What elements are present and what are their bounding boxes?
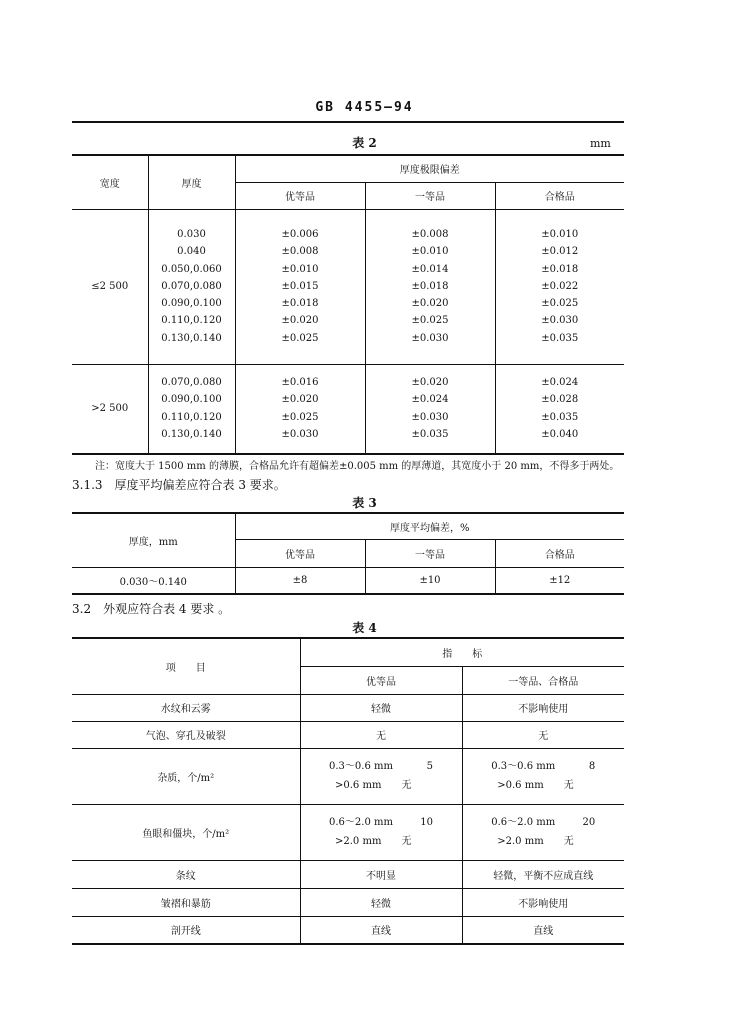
grade-c-value: ±0.022 [541, 280, 579, 292]
table4-grade-a-pair [329, 757, 433, 795]
grade-b-value: ±0.018 [411, 280, 449, 292]
table3-thickness: 0.030～0.140 [72, 567, 235, 594]
thickness-value: 0.110,0.120 [161, 315, 222, 327]
table4-grade-bc: 不影响使用 [462, 888, 624, 916]
grade-c-value: ±0.010 [541, 228, 579, 240]
grade-a-value: ±0.030 [281, 429, 319, 441]
table3-header-grade-b: 一等品 [365, 539, 495, 567]
standard-number: GB 4455—94 [315, 100, 414, 115]
section-3-2: 3.2 外观应符合表 4 要求 。 [72, 602, 231, 616]
thickness-value: 0.050,0.060 [161, 263, 222, 275]
table4-grade-a-pair [329, 813, 433, 851]
grade-c-value: ±0.024 [541, 377, 579, 389]
thickness-value: 0.110,0.120 [161, 411, 222, 423]
thickness-value: 0.040 [177, 246, 206, 258]
grade-a-value: ±0.025 [281, 332, 319, 344]
thickness-value: 0.130,0.140 [161, 429, 222, 441]
size-range: >0.6 mm [335, 780, 382, 791]
table2-unit: mm [590, 137, 611, 150]
grade-a-value: ±0.010 [281, 263, 319, 275]
table3-caption: 表 3 [352, 496, 377, 510]
table4-header-grade-a: 优等品 [300, 666, 462, 694]
grade-a-value: ±0.025 [281, 411, 319, 423]
size-range: 0.3～0.6 mm [491, 761, 556, 772]
grade-b-value: ±0.008 [411, 228, 449, 240]
table4-item: 水纹和云雾 [72, 694, 300, 721]
table3 [72, 512, 624, 595]
count-value: 20 [582, 817, 596, 828]
grade-c-value: ±0.030 [541, 315, 579, 327]
grade-c-value: ±0.040 [541, 429, 579, 441]
count-value: 无 [563, 836, 574, 847]
grade-b-value: ±0.010 [411, 246, 449, 258]
table4-grade-a: 不明显 [300, 860, 462, 888]
table2-group-row [72, 209, 624, 364]
grade-c-value: ±0.028 [541, 394, 579, 406]
table2-header-deviation: 厚度极限偏差 [235, 155, 624, 182]
table4-grade-bc: 不影响使用 [462, 694, 624, 721]
table4-grade-a: 无 [300, 721, 462, 748]
grade-a-value: ±0.008 [281, 246, 319, 258]
table2-width-cell: >2 500 [72, 364, 148, 454]
grade-a-value: ±0.020 [281, 315, 319, 327]
table4-item: 杂质，个/m² [72, 748, 300, 804]
grade-c-value: ±0.025 [541, 298, 579, 310]
grade-b-value: ±0.020 [411, 298, 449, 310]
table4-row [72, 804, 624, 860]
table2-header-grade-a: 优等品 [235, 182, 365, 209]
size-range: >2.0 mm [497, 836, 544, 847]
table4-item: 剖开线 [72, 916, 300, 944]
grade-b-value: ±0.030 [411, 411, 449, 423]
thickness-value: 0.090,0.100 [161, 394, 222, 406]
size-range: >0.6 mm [497, 780, 544, 791]
table2-header-width: 宽度 [72, 155, 148, 209]
table3-grade-a: ±8 [235, 567, 365, 594]
table4-row [72, 694, 624, 721]
grade-a-value: ±0.015 [281, 280, 319, 292]
table4-row [72, 721, 624, 748]
grade-a-value: ±0.020 [281, 394, 319, 406]
section-3-1-3: 3.1.3 厚度平均偏差应符合表 3 要求。 [72, 478, 286, 492]
table2-note: 注：宽度大于 1500 mm 的薄膜，合格品允许有超偏差±0.005 mm 的厚薄道，其宽度小于 20 mm，不得多于两处。 [95, 461, 620, 472]
thickness-value: 0.090,0.100 [161, 298, 222, 310]
table4-grade-bc: 轻微，平衡不应成直线 [462, 860, 624, 888]
count-value: 无 [563, 780, 574, 791]
table4-row [72, 888, 624, 916]
table4-item: 条纹 [72, 860, 300, 888]
table4-header-grade-bc: 一等品、合格品 [462, 666, 624, 694]
grade-a-value: ±0.016 [281, 377, 319, 389]
grade-c-value: ±0.035 [541, 332, 579, 344]
header-rule [72, 121, 624, 123]
table2-caption: 表 2 [352, 136, 377, 150]
table4-grade-bc: 无 [462, 721, 624, 748]
size-range: 0.6～2.0 mm [491, 817, 556, 828]
grade-b-value: ±0.035 [411, 429, 449, 441]
table4-row [72, 748, 624, 804]
table2-header-grade-c: 合格品 [495, 182, 624, 209]
count-value: 5 [426, 761, 433, 772]
grade-b-value: ±0.030 [411, 332, 449, 344]
thickness-value: 0.070,0.080 [161, 377, 222, 389]
count-value: 10 [420, 817, 433, 828]
grade-b-value: ±0.020 [411, 377, 449, 389]
grade-a-value: ±0.018 [281, 298, 319, 310]
table4-item: 鱼眼和僵块，个/m² [72, 804, 300, 860]
table3-header-avg-dev: 厚度平均偏差，% [235, 513, 624, 539]
grade-b-value: ±0.014 [411, 263, 449, 275]
table2-header-grade-b: 一等品 [365, 182, 495, 209]
table4-row [72, 916, 624, 944]
size-range: 0.3～0.6 mm [329, 761, 393, 772]
table4-header-index: 指 标 [300, 638, 624, 666]
table4-grade-a: 轻微 [300, 888, 462, 916]
table3-header-thickness: 厚度，mm [72, 513, 235, 567]
table4 [72, 637, 624, 945]
count-value: 无 [401, 836, 412, 847]
grade-a-value: ±0.006 [281, 228, 319, 240]
count-value: 无 [401, 780, 412, 791]
table4-grade-a: 轻微 [300, 694, 462, 721]
table4-grade-bc-pair [491, 813, 595, 851]
grade-c-value: ±0.012 [541, 246, 579, 258]
table2-group-row [72, 364, 624, 454]
table3-row [72, 567, 624, 594]
table2-width-cell: ≤2 500 [72, 209, 148, 364]
grade-b-value: ±0.024 [411, 394, 449, 406]
size-range: 0.6～2.0 mm [329, 817, 393, 828]
table3-grade-c: ±12 [495, 567, 624, 594]
table4-grade-bc-pair [491, 757, 595, 795]
table4-grade-a: 直线 [300, 916, 462, 944]
table4-grade-bc: 直线 [462, 916, 624, 944]
grade-c-value: ±0.018 [541, 263, 579, 275]
grade-c-value: ±0.035 [541, 411, 579, 423]
grade-b-value: ±0.025 [411, 315, 449, 327]
table4-item: 皱褶和暴筋 [72, 888, 300, 916]
table4-row [72, 860, 624, 888]
table4-item: 气泡、穿孔及破裂 [72, 721, 300, 748]
table2-header-thickness: 厚度 [148, 155, 235, 209]
table2 [72, 154, 624, 455]
table3-header-grade-c: 合格品 [495, 539, 624, 567]
thickness-value: 0.070,0.080 [161, 280, 222, 292]
size-range: >2.0 mm [335, 836, 382, 847]
thickness-value: 0.030 [177, 228, 206, 240]
table3-grade-b: ±10 [365, 567, 495, 594]
table4-caption: 表 4 [352, 621, 377, 635]
table4-header-item: 项 目 [72, 638, 300, 694]
table3-header-grade-a: 优等品 [235, 539, 365, 567]
thickness-value: 0.130,0.140 [161, 332, 222, 344]
count-value: 8 [588, 761, 596, 772]
